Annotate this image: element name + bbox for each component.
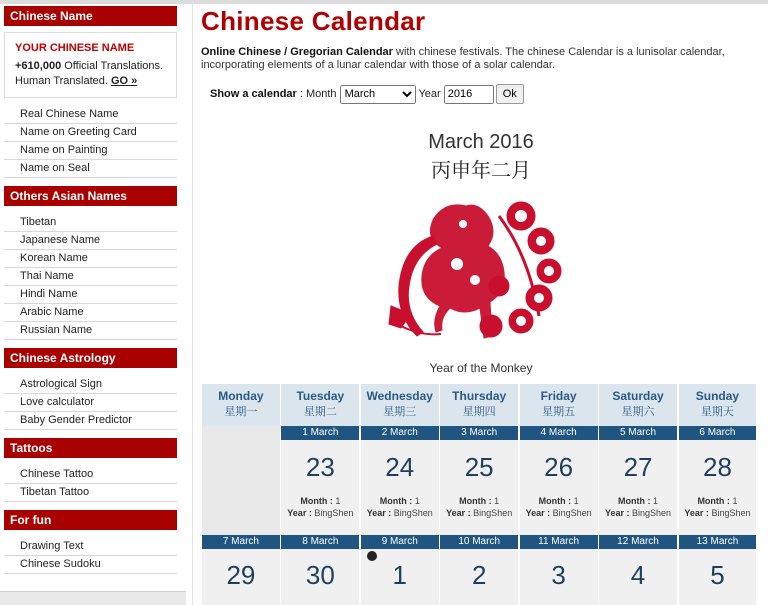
form-label: Show a calendar xyxy=(210,88,297,100)
gregorian-date: 4 March xyxy=(520,426,598,440)
month-calendar xyxy=(202,384,758,605)
weekday-en: Tuesday xyxy=(296,389,345,403)
calendar-day-cell[interactable] xyxy=(520,426,598,535)
horizontal-scrollbar[interactable] xyxy=(0,591,186,605)
page-title: Chinese Calendar xyxy=(201,6,426,36)
lunar-month: 1 xyxy=(732,496,738,506)
weekday-en: Saturday xyxy=(612,389,664,403)
sidebar-item-drawing-text[interactable]: Drawing Text xyxy=(4,538,177,556)
gregorian-date: 8 March xyxy=(281,535,359,549)
gregorian-date: 2 March xyxy=(361,426,439,440)
calendar-week-1 xyxy=(202,426,758,535)
weekday-cn: 星期天 xyxy=(700,405,734,418)
lunar-day-number: 30 xyxy=(305,560,335,590)
sidebar-item-japanese[interactable]: Japanese Name xyxy=(4,232,177,250)
sidebar-item-real-chinese-name[interactable]: Real Chinese Name xyxy=(4,106,177,124)
sidebar-item-seal[interactable]: Name on Seal xyxy=(4,160,177,178)
weekday-cn: 星期五 xyxy=(542,405,576,418)
chinese-name-promo xyxy=(4,32,177,98)
for-fun-links xyxy=(4,538,177,574)
intro-rest: with chinese festivals. The chinese Calendar is a lunisolar calendar, incorporating elements of a lunar calendar with those of a solar calendar. xyxy=(201,46,725,71)
lunar-info xyxy=(440,495,518,519)
lunar-info xyxy=(281,495,359,519)
intro-text xyxy=(201,46,761,72)
lunar-year: BingShen xyxy=(711,508,751,518)
month-label: : Month xyxy=(296,88,340,100)
lunar-day-number: 28 xyxy=(702,452,732,482)
gregorian-date: 10 March xyxy=(440,535,518,549)
promo-text-2: Human Translated. xyxy=(15,75,111,87)
calendar-day-cell[interactable] xyxy=(599,535,677,605)
month-title: March 2016 xyxy=(428,131,534,153)
weekday-en: Friday xyxy=(540,389,577,403)
sidebar-item-love-calculator[interactable]: Love calculator xyxy=(4,394,177,412)
sidebar-section-astrology: Chinese Astrology xyxy=(4,348,177,368)
sidebar-item-arabic[interactable]: Arabic Name xyxy=(4,304,177,322)
gregorian-date: 7 March xyxy=(202,535,280,549)
lunar-month: 1 xyxy=(335,496,341,506)
calendar-empty-cell xyxy=(202,426,280,535)
weekday-cn: 星期四 xyxy=(462,405,496,418)
weekday-header-friday xyxy=(520,384,598,426)
calendar-day-cell[interactable] xyxy=(679,426,757,535)
sidebar-item-greeting-card[interactable]: Name on Greeting Card xyxy=(4,124,177,142)
weekday-header-sunday xyxy=(679,384,757,426)
lunar-month: 1 xyxy=(414,496,420,506)
gregorian-date: 3 March xyxy=(440,426,518,440)
sidebar-item-painting[interactable]: Name on Painting xyxy=(4,142,177,160)
gregorian-date: 9 March xyxy=(361,535,439,549)
lunar-month: 1 xyxy=(653,496,659,506)
calendar-day-cell[interactable] xyxy=(440,426,518,535)
promo-count: +610,000 xyxy=(15,60,62,72)
sidebar-item-russian[interactable]: Russian Name xyxy=(4,322,177,340)
sidebar-section-tattoos: Tattoos xyxy=(4,438,177,458)
sidebar-item-korean[interactable]: Korean Name xyxy=(4,250,177,268)
lunar-info xyxy=(520,495,598,519)
weekday-en: Wednesday xyxy=(366,389,433,403)
year-label: Year : xyxy=(287,508,315,518)
astrology-links xyxy=(4,376,177,430)
weekday-cn: 星期六 xyxy=(621,405,655,418)
weekday-header-tuesday xyxy=(281,384,359,426)
weekday-cn: 星期一 xyxy=(224,405,258,418)
weekday-header-thursday xyxy=(440,384,518,426)
lunar-day-number: 1 xyxy=(392,560,407,590)
lunar-day-number: 2 xyxy=(471,560,487,590)
gregorian-date: 13 March xyxy=(679,535,757,549)
calendar-day-cell[interactable] xyxy=(202,535,280,605)
calendar-form xyxy=(210,84,524,106)
gregorian-date: 1 March xyxy=(281,426,359,440)
new-moon-icon xyxy=(367,551,377,561)
month-label: Month : xyxy=(618,496,654,506)
lunar-info xyxy=(361,495,439,519)
asian-names-links xyxy=(4,214,177,340)
weekday-header-row xyxy=(202,384,758,426)
sidebar-item-chinese-tattoo[interactable]: Chinese Tattoo xyxy=(4,466,177,484)
weekday-cn: 星期二 xyxy=(303,405,337,418)
weekday-cn: 星期三 xyxy=(383,405,417,418)
sidebar-section-asian-names: Others Asian Names xyxy=(4,186,177,206)
sidebar-item-hindi[interactable]: Hindi Name xyxy=(4,286,177,304)
promo-line-1 xyxy=(15,59,169,74)
calendar-day-cell[interactable] xyxy=(281,535,359,605)
month-label: Month : xyxy=(459,496,495,506)
lunar-day-number: 4 xyxy=(630,560,646,590)
tattoo-links xyxy=(4,466,177,502)
year-label: Year : xyxy=(684,508,712,518)
sidebar-item-thai[interactable]: Thai Name xyxy=(4,268,177,286)
weekday-en: Monday xyxy=(218,389,264,403)
weekday-header-saturday xyxy=(599,384,677,426)
sidebar-item-tibetan[interactable]: Tibetan xyxy=(4,214,177,232)
calendar-day-cell[interactable] xyxy=(361,426,439,535)
lunar-month: 1 xyxy=(573,496,579,506)
calendar-day-cell[interactable] xyxy=(599,426,677,535)
lunar-info xyxy=(679,495,757,519)
sidebar xyxy=(4,6,177,582)
gregorian-date: 11 March xyxy=(520,535,598,549)
column-divider xyxy=(192,4,193,605)
sidebar-item-sudoku[interactable]: Chinese Sudoku xyxy=(4,556,177,574)
year-label: Year : xyxy=(604,508,633,518)
intro-bold: Online Chinese / Gregorian Calendar xyxy=(201,46,393,58)
year-input[interactable] xyxy=(444,85,494,104)
lunar-month: 1 xyxy=(494,496,500,506)
calendar-week-2 xyxy=(202,535,758,605)
month-label: Month : xyxy=(538,496,574,506)
monkey-papercut-image xyxy=(371,186,591,364)
lunar-year: BingShen xyxy=(314,508,354,518)
calendar-day-cell[interactable] xyxy=(520,535,598,605)
calendar-day-cell[interactable] xyxy=(679,535,757,605)
lunar-day-number: 5 xyxy=(710,560,725,590)
gregorian-date: 5 March xyxy=(599,426,677,440)
lunar-day-number: 26 xyxy=(544,452,574,482)
weekday-header-wednesday xyxy=(361,384,439,426)
calendar-day-cell[interactable] xyxy=(281,426,359,535)
month-label: Month : xyxy=(697,496,733,506)
sidebar-section-for-fun: For fun xyxy=(4,510,177,530)
calendar-day-cell[interactable] xyxy=(361,535,439,605)
chinese-name-links xyxy=(4,106,177,178)
lunar-year: BingShen xyxy=(393,508,433,518)
promo-title[interactable]: YOUR CHINESE NAME xyxy=(15,42,135,54)
sidebar-item-baby-gender[interactable]: Baby Gender Predictor xyxy=(4,412,177,430)
promo-line-2 xyxy=(15,74,169,89)
gregorian-date: 6 March xyxy=(679,426,757,440)
main-content xyxy=(201,6,761,375)
top-border xyxy=(0,0,768,4)
sidebar-section-chinese-name: Chinese Name xyxy=(4,6,177,26)
sidebar-item-astrological-sign[interactable]: Astrological Sign xyxy=(4,376,177,394)
lunar-year: BingShen xyxy=(552,508,592,518)
lunar-day-number: 29 xyxy=(226,560,256,590)
weekday-en: Thursday xyxy=(452,389,507,403)
year-label: Year : xyxy=(525,508,553,518)
lunar-day-number: 27 xyxy=(623,452,653,482)
weekday-en: Sunday xyxy=(695,389,740,403)
month-label: Month : xyxy=(300,496,336,506)
sidebar-item-tibetan-tattoo[interactable]: Tibetan Tattoo xyxy=(4,484,177,502)
month-select[interactable] xyxy=(340,85,416,104)
calendar-day-cell[interactable] xyxy=(440,535,518,605)
month-label: Month : xyxy=(379,496,415,506)
year-label: Year xyxy=(415,88,444,100)
year-of-the-monkey: Year of the Monkey xyxy=(429,361,533,375)
weekday-header-monday xyxy=(202,384,280,426)
promo-text: Official Translations. xyxy=(61,60,164,72)
lunar-day-number: 25 xyxy=(464,452,494,482)
year-label: Year : xyxy=(366,508,394,518)
gregorian-date: 12 March xyxy=(599,535,677,549)
chinese-month-title: 丙申年二月 xyxy=(431,158,531,182)
lunar-day-number: 24 xyxy=(385,452,415,482)
lunar-day-number: 3 xyxy=(551,560,566,590)
year-label: Year : xyxy=(446,508,474,518)
ok-button[interactable]: Ok xyxy=(496,84,524,104)
lunar-info xyxy=(599,495,677,519)
lunar-day-number: 23 xyxy=(305,452,335,482)
lunar-year: BingShen xyxy=(632,508,672,518)
promo-go-link[interactable]: GO » xyxy=(111,75,138,87)
lunar-year: BingShen xyxy=(473,508,513,518)
